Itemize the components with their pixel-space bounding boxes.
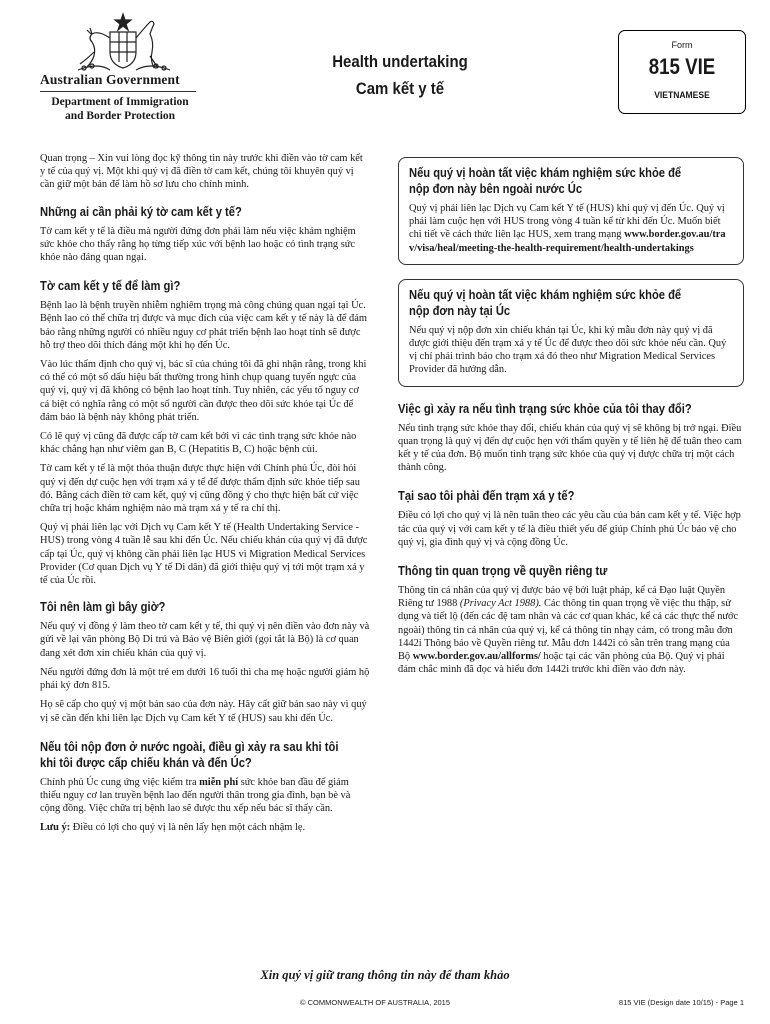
paragraph: Nếu người đứng đơn là một trẻ em dưới 16 tuổi thì cha mẹ hoặc người giám hộ phải ký đơn 815. [40,666,370,692]
note-label: Lưu ý: [40,822,71,834]
allforms-link[interactable]: www.border.gov.au/allforms/ [412,651,541,663]
footer-note: Xin quý vị giữ trang thông tin này để tham khảo [260,968,510,982]
section-heading: Những ai cần phải ký tờ cam kết y tế? [40,203,242,219]
form-label: Form [671,40,693,50]
paragraph: Chính phủ Úc cung ứng việc kiểm tra miễn phí sức khỏe ban đầu để giảm thiểu nguy cơ lan truyền bệnh lao đến người thân trong gia đình, bạn bè và cộng đồng. Việc chữa trị bệnh lao sẽ được thu xếp nếu bác sĩ thấy cần. [40,776,351,815]
paragraph: Quý vị phải liên lạc với Dịch vụ Cam kết Y tế (Health Undertaking Service - HUS) trong vòng 4 tuần lễ sau khi đến Úc. Nếu chiếu khán của quý vị đã được cấp tại Úc, quý vị không cần phải liên lạc HUS vì Migration Medical Services Provider (Cơ quan Dịch vụ Y tế Di dân) đã giới thiệu quý vị tới một trạm xá y tế của Úc rồi. [40,522,368,587]
info-box-onshore [398,279,744,387]
box-heading: Nếu quý vị hoàn tất việc khám nghiệm sức khỏe để nộp đơn này tại Úc [409,286,682,318]
paragraph: Bệnh lao là bệnh truyền nhiễm nghiêm trọng mà công chúng quan ngại tại Úc. Bệnh lao có thể chữa trị được và mục đích của việc cam kết y tế này là để đảm bảo rằng những người có nhiều nguy cơ phát triển bệnh lao hoạt tính sẽ được hỗ trợ theo dõi thích đáng một khi họ đến Úc. [40,300,367,351]
section-heading: Tại sao tôi phải đến trạm xá y tế? [398,488,575,504]
section-heading: Tờ cam kết y tế để làm gì? [40,278,181,294]
paragraph: Họ sẽ cấp cho quý vị một bản sao của đơn này. Hãy cất giữ bản sao này vì quý vị sẽ cần đến khi liên lạc Dịch vụ Cam kết Y tế (HUS) sau khi đến Úc. [40,699,367,724]
page-title [300,48,500,102]
section-heading: Nếu tôi nộp đơn ở nước ngoài, điều gì xảy ra sau khi tôi khi tôi được cấp chiếu khán và đến Úc? [40,738,339,770]
paragraph: Có lẽ quý vị cũng đã được cấp tờ cam kết bởi vì các tình trạng sức khỏe nào khác chẳng hạn như viêm gan B, C (Hepatitis B, C) hoặc bệnh cùi. [40,431,357,456]
copyright: © COMMONWEALTH OF AUSTRALIA, 2015 [300,998,450,1007]
hus-link[interactable]: www.border.gov.au/trav/visa/heal/meeting-the-health-requirement/health-undertakings [409,229,726,254]
title-vietnamese: Cam kết y tế [355,79,445,98]
paragraph: Tờ cam kết y tế là một thỏa thuận được thực hiện với Chính phủ Úc, đòi hỏi quý vị đến dự cuộc hẹn với trạm xá y tế để được thẩm định sức khỏe tiếp sau đó. Bằng cách điền tờ cam kết, quý vị cũng đồng ý cho thực hiện bất cứ việc chữa trị hoặc khám nghiệm nào mà trạm xá y tế ra chỉ thị. [40,463,360,515]
header-divider [40,91,196,92]
australian-coat-of-arms-icon [58,12,188,74]
government-name: Australian Government [40,72,180,87]
department-name [40,95,200,123]
paragraph: Nếu quý vị đồng ý làm theo tờ cam kết y tế, thì quý vị nên điền vào đơn này và gửi về lại văn phòng Bộ Di trú và Bảo vệ Biên giới (gọi tắt là Bộ) là cơ quan đang xét đơn xin chiếu khán của quý vị. [40,621,370,659]
info-box-overseas [398,157,744,265]
department-line-2: and Border Protection [64,110,176,122]
section-heading: Tôi nên làm gì bây giờ? [40,599,166,615]
section-heading: Việc gì xảy ra nếu tình trạng sức khỏe của tôi thay đổi? [398,400,692,416]
page-number: 815 VIE (Design date 10/15) - Page 1 [618,998,744,1007]
form-number: 815 VIE [648,54,716,79]
department-line-1: Department of Immigration [51,96,189,108]
intro-paragraph: Quan trọng – Xin vui lòng đọc kỹ thông tin này trước khi điền vào tờ cam kết y tế của quý vị. Một khi quý vị đã điền tờ cam kết, chúng tôi khuyên quý vị cần giữ một bản để làm hồ sơ lưu cho chính mình. [40,153,363,191]
box-paragraph: Nếu quý vị nộp đơn xin chiếu khán tại Úc, khi ký mẫu đơn này quý vị đã được giới thiệu đến trạm xá y tế Úc để được theo dõi sức khỏe nếu cần. Quý vị chỉ phải trình báo cho trạm xá đó theo như Migration Medical Services Provider đã hướng dẫn. [409,324,727,376]
emphasis-free: miễn phí [199,776,239,788]
title-english: Health undertaking [332,52,468,71]
form-language: VIETNAMESE [654,90,710,101]
section-heading: Thông tin quan trọng về quyền riêng tư [398,563,608,579]
paragraph: Tờ cam kết y tế là điều mà người đứng đơn phải làm nếu việc khám nghiệm sức khỏe cho thấy rằng họ từng tiếp xúc với bệnh lao hoặc có tình trạng sức khỏe nào đáng quan ngại. [40,225,356,264]
paragraph: Thông tin cá nhân của quý vị được bảo vệ bởi luật pháp, kể cả Đạo luật Quyền Riêng tư 1988 (Privacy Act 1988). Các thông tin quan trọng về việc thu thập, sử dụng và tiết lộ (đến các đệ tam nhân và các cơ quan khác, kể cả các thực thể nước ngoài) thông tin cá nhân của quý vị, kể cả thông tin nhạy cảm, có trong mẫu đơn 1442i Thông báo về Quyền riêng tư. Mẫu đơn 1442i có sẵn trên trang mạng của Bộ www.border.gov.au/allforms/ hoặc tại các văn phòng của Bộ. Quý vị phải đảm chắc mình đã đọc và hiểu đơn 1442i trước khi điền vào đơn này. [398,585,739,676]
privacy-act-title: (Privacy Act 1988). [459,598,542,610]
paragraph: Nếu tình trạng sức khỏe thay đổi, chiếu khán của quý vị sẽ không bị trở ngại. Điều quan trọng là quý vị đến dự cuộc hẹn với thẩm quyền y tế liên hệ để tuân theo cam kết y tế của đơn. Bộ muốn tình trạng sức khỏe của quý vị được chữa trị một cách thành công. [398,422,742,474]
left-column [40,152,370,841]
form-number-box [618,30,746,114]
box-heading: Nếu quý vị hoàn tất việc khám nghiệm sức khỏe để nộp đơn này bên ngoài nước Úc [409,165,682,196]
paragraph: Điều có lợi cho quý vị là nên tuân theo các yêu cầu của bản cam kết y tế. Việc hợp tác của quý vị với cam kết y tế là điều thiết yếu để giúp Chính phủ Úc bảo vệ cho quý vị, gia đình quý vị và cộng đồng Úc. [398,510,741,548]
right-column [398,157,744,682]
note-paragraph: Lưu ý: Điều có lợi cho quý vị là nên lấy hẹn một cách nhậm lẹ. [40,822,306,834]
box-paragraph: Quý vị phải liên lạc Dịch vụ Cam kết Y tế (HUS) khi quý vị đến Úc. Quý vị phải làm cuộc hẹn với HUS trong vòng 4 tuần kể từ khi đến Úc. Muốn biết chi tiết về cách thức liên lạc HUS, xem trang mạng www.border.gov.au/trav/visa/heal/meeting-the-health-requirement/health-undertakings [409,203,726,254]
paragraph: Vào lúc thẩm định cho quý vị, bác sĩ của chúng tôi đã ghi nhận rằng, trong khi có thể có một số dấu hiệu bất thường trong hình chụp quang tuyến ngực của quý vị, quý vị đã không có bệnh lao hoạt tính. Tuy nhiên, các yếu tố nguy cơ cá biệt có nghĩa rằng có một số người cần được theo dõi sức khỏe tại Úc để đảm bảo là bệnh này không phát triển. [40,359,367,423]
